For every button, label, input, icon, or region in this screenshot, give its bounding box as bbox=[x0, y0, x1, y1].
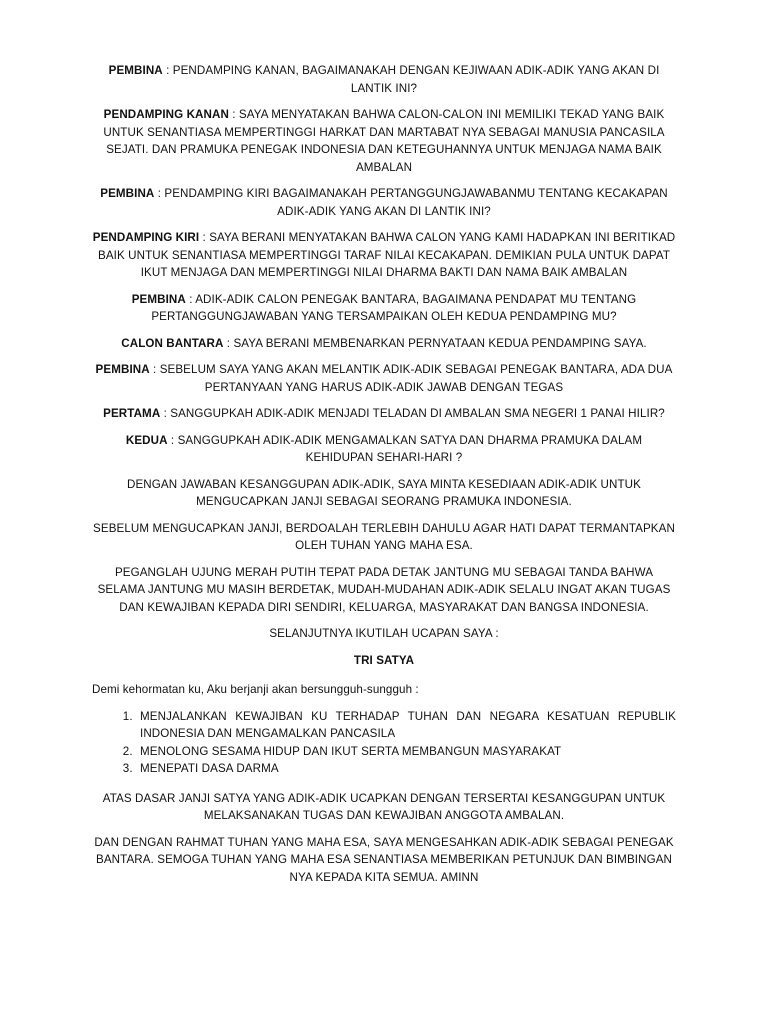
document-page bbox=[92, 62, 676, 895]
speaker-label: PENDAMPING KIRI bbox=[92, 231, 200, 244]
dialog-line: PERTAMA : SANGGUPKAH ADIK-ADIK MENJADI TELADAN DI AMBALAN SMA NEGERI 1 PANAI HILIR? bbox=[103, 407, 665, 420]
narration-paragraph: SEBELUM MENGUCAPKAN JANJI, BERDOALAH TERLEBIH DAHULU AGAR HATI DAPAT TERMANTAPKAN OLEH TUHAN YANG MAHA ESA. bbox=[93, 521, 675, 552]
speaker-label: CALON BANTARA bbox=[121, 336, 224, 350]
dialog-text: SANGGUPKAH ADIK-ADIK MENGAMALKAN SATYA DAN DHARMA PRAMUKA DALAM KEHIDUPAN SEHARI-HARI ? bbox=[177, 433, 643, 464]
oath-list bbox=[92, 708, 676, 778]
dialog-text: ADIK-ADIK CALON PENEGAK BANTARA, BAGAIMANA PENDAPAT MU TENTANG PERTANGGUNGJAWABAN YANG TERSAMPAIKAN OLEH KEDUA PENDAMPING MU? bbox=[151, 292, 637, 323]
dialog-text: SANGGUPKAH ADIK-ADIK MENJADI TELADAN DI AMBALAN SMA NEGERI 1 PANAI HILIR? bbox=[170, 407, 665, 420]
oath-item: 3. MENEPATI DASA DARMA bbox=[136, 760, 676, 778]
dialog-text: SAYA BERANI MEMBENARKAN PERNYATAAN KEDUA PENDAMPING SAYA. bbox=[233, 336, 647, 350]
dialog-text: PENDAMPING KANAN, BAGAIMANAKAH DENGAN KEJIWAAN ADIK-ADIK YANG AKAN DI LANTIK INI? bbox=[172, 64, 660, 95]
dialog-line: PENDAMPING KIRI : SAYA BERANI MENYATAKAN BAHWA CALON YANG KAMI HADAPKAN INI BERITIKAD BAIK UNTUK SENANTIASA MEMPERTINGGI TARAF NILAI KECAKAPAN. DEMIKIAN PULA UNTUK DAPAT IKUT MENJAGA DAN MEMPERTINGGI NILAI DHARMA BAKTI DAN NAMA BAIK AMBALAN bbox=[92, 231, 676, 279]
speaker-label: PENDAMPING KANAN bbox=[103, 108, 229, 121]
speaker-label: PEMBINA bbox=[108, 64, 163, 77]
dialog-line: CALON BANTARA : SAYA BERANI MEMBENARKAN PERNYATAAN KEDUA PENDAMPING SAYA. bbox=[121, 336, 647, 350]
dialog-text: SAYA MENYATAKAN BAHWA CALON-CALON INI MEMILIKI TEKAD YANG BAIK UNTUK SENANTIASA MEMPERTINGGI HARKAT DAN MARTABAT NYA SEBAGAI MANUSIA PANCASILA SEJATI. DAN PRAMUKA PENEGAK INDONESIA DAN KETEGUHANNYA UNTUK MENJAGA NAMA BAIK AMBALAN bbox=[103, 108, 665, 174]
oath-title: TRI SATYA bbox=[353, 653, 415, 667]
speaker-label: PEMBINA bbox=[131, 292, 186, 306]
narration-paragraph: DENGAN JAWABAN KESANGGUPAN ADIK-ADIK, SAYA MINTA KESEDIAAN ADIK-ADIK UNTUK MENGUCAPKAN JANJI SEBAGAI SEORANG PRAMUKA INDONESIA. bbox=[127, 477, 641, 508]
dialog-line: KEDUA : SANGGUPKAH ADIK-ADIK MENGAMALKAN SATYA DAN DHARMA PRAMUKA DALAM KEHIDUPAN SEHARI-HARI ? bbox=[125, 433, 643, 464]
narration-paragraph: SELANJUTNYA IKUTILAH UCAPAN SAYA : bbox=[269, 627, 499, 640]
oath-item: 2. MENOLONG SESAMA HIDUP DAN IKUT SERTA MEMBANGUN MASYARAKAT bbox=[136, 743, 676, 761]
oath-intro: Demi kehormatan ku, Aku berjanji akan bersungguh-sungguh : bbox=[92, 683, 419, 696]
speaker-label: PEMBINA bbox=[95, 363, 150, 376]
dialog-line: PEMBINA : PENDAMPING KANAN, BAGAIMANAKAH DENGAN KEJIWAAN ADIK-ADIK YANG AKAN DI LANTIK INI? bbox=[108, 64, 660, 95]
dialog-line: PEMBINA : PENDAMPING KIRI BAGAIMANAKAH PERTANGGUNGJAWABANMU TENTANG KECAKAPAN ADIK-ADIK YANG AKAN DI LANTIK INI? bbox=[100, 187, 668, 218]
narration-paragraph: PEGANGLAH UJUNG MERAH PUTIH TEPAT PADA DETAK JANTUNG MU SEBAGAI TANDA BAHWA SELAMA JANTUNG MU MASIH BERDETAK, MUDAH-MUDAHAN ADIK-ADIK SELALU INGAT AKAN TUGAS DAN KEWAJIBAN KEPADA DIRI SENDIRI, KELUARGA, MASYARAKAT DAN BANGSA INDONESIA. bbox=[97, 565, 671, 614]
closing-paragraph: ATAS DASAR JANJI SATYA YANG ADIK-ADIK UCAPKAN DENGAN TERSERTAI KESANGGUPAN UNTUK MELAKSANAKAN TUGAS DAN KEWAJIBAN ANGGOTA AMBALAN. bbox=[102, 791, 666, 822]
dialog-line: PENDAMPING KANAN : SAYA MENYATAKAN BAHWA CALON-CALON INI MEMILIKI TEKAD YANG BAIK UNTUK SENANTIASA MEMPERTINGGI HARKAT DAN MARTABAT NYA SEBAGAI MANUSIA PANCASILA SEJATI. DAN PRAMUKA PENEGAK INDONESIA DAN KETEGUHANNYA UNTUK MENJAGA NAMA BAIK AMBALAN bbox=[103, 108, 665, 174]
speaker-label: KEDUA bbox=[125, 433, 168, 447]
dialog-line: PEMBINA : ADIK-ADIK CALON PENEGAK BANTARA, BAGAIMANA PENDAPAT MU TENTANG PERTANGGUNGJAWABAN YANG TERSAMPAIKAN OLEH KEDUA PENDAMPING MU? bbox=[131, 292, 637, 323]
dialog-text: PENDAMPING KIRI BAGAIMANAKAH PERTANGGUNGJAWABANMU TENTANG KECAKAPAN ADIK-ADIK YANG AKAN DI LANTIK INI? bbox=[164, 187, 668, 218]
speaker-label: PEMBINA bbox=[100, 187, 155, 200]
closing-paragraph: DAN DENGAN RAHMAT TUHAN YANG MAHA ESA, SAYA MENGESAHKAN ADIK-ADIK SEBAGAI PENEGAK BANTARA. SEMOGA TUHAN YANG MAHA ESA SENANTIASA MEMBERIKAN PETUNJUK DAN BIMBINGAN NYA KEPADA KITA SEMUA. AMINN bbox=[94, 835, 674, 884]
dialog-line: PEMBINA : SEBELUM SAYA YANG AKAN MELANTIK ADIK-ADIK SEBAGAI PENEGAK BANTARA, ADA DUA PERTANYAAN YANG HARUS ADIK-ADIK JAWAB DENGAN TEGAS bbox=[95, 363, 673, 394]
dialog-text: SAYA BERANI MENYATAKAN BAHWA CALON YANG KAMI HADAPKAN INI BERITIKAD BAIK UNTUK SENANTIASA MEMPERTINGGI TARAF NILAI KECAKAPAN. DEMIKIAN PULA UNTUK DAPAT IKUT MENJAGA DAN MEMPERTINGGI NILAI DHARMA BAKTI DAN NAMA BAIK AMBALAN bbox=[98, 231, 676, 279]
oath-item: 1. MENJALANKAN KEWAJIBAN KU TERHADAP TUHAN DAN NEGARA KESATUAN REPUBLIK INDONESIA DAN MENGAMALKAN PANCASILA bbox=[136, 708, 676, 743]
speaker-label: PERTAMA bbox=[103, 407, 161, 420]
dialog-text: SEBELUM SAYA YANG AKAN MELANTIK ADIK-ADIK SEBAGAI PENEGAK BANTARA, ADA DUA PERTANYAAN YANG HARUS ADIK-ADIK JAWAB DENGAN TEGAS bbox=[159, 363, 673, 394]
